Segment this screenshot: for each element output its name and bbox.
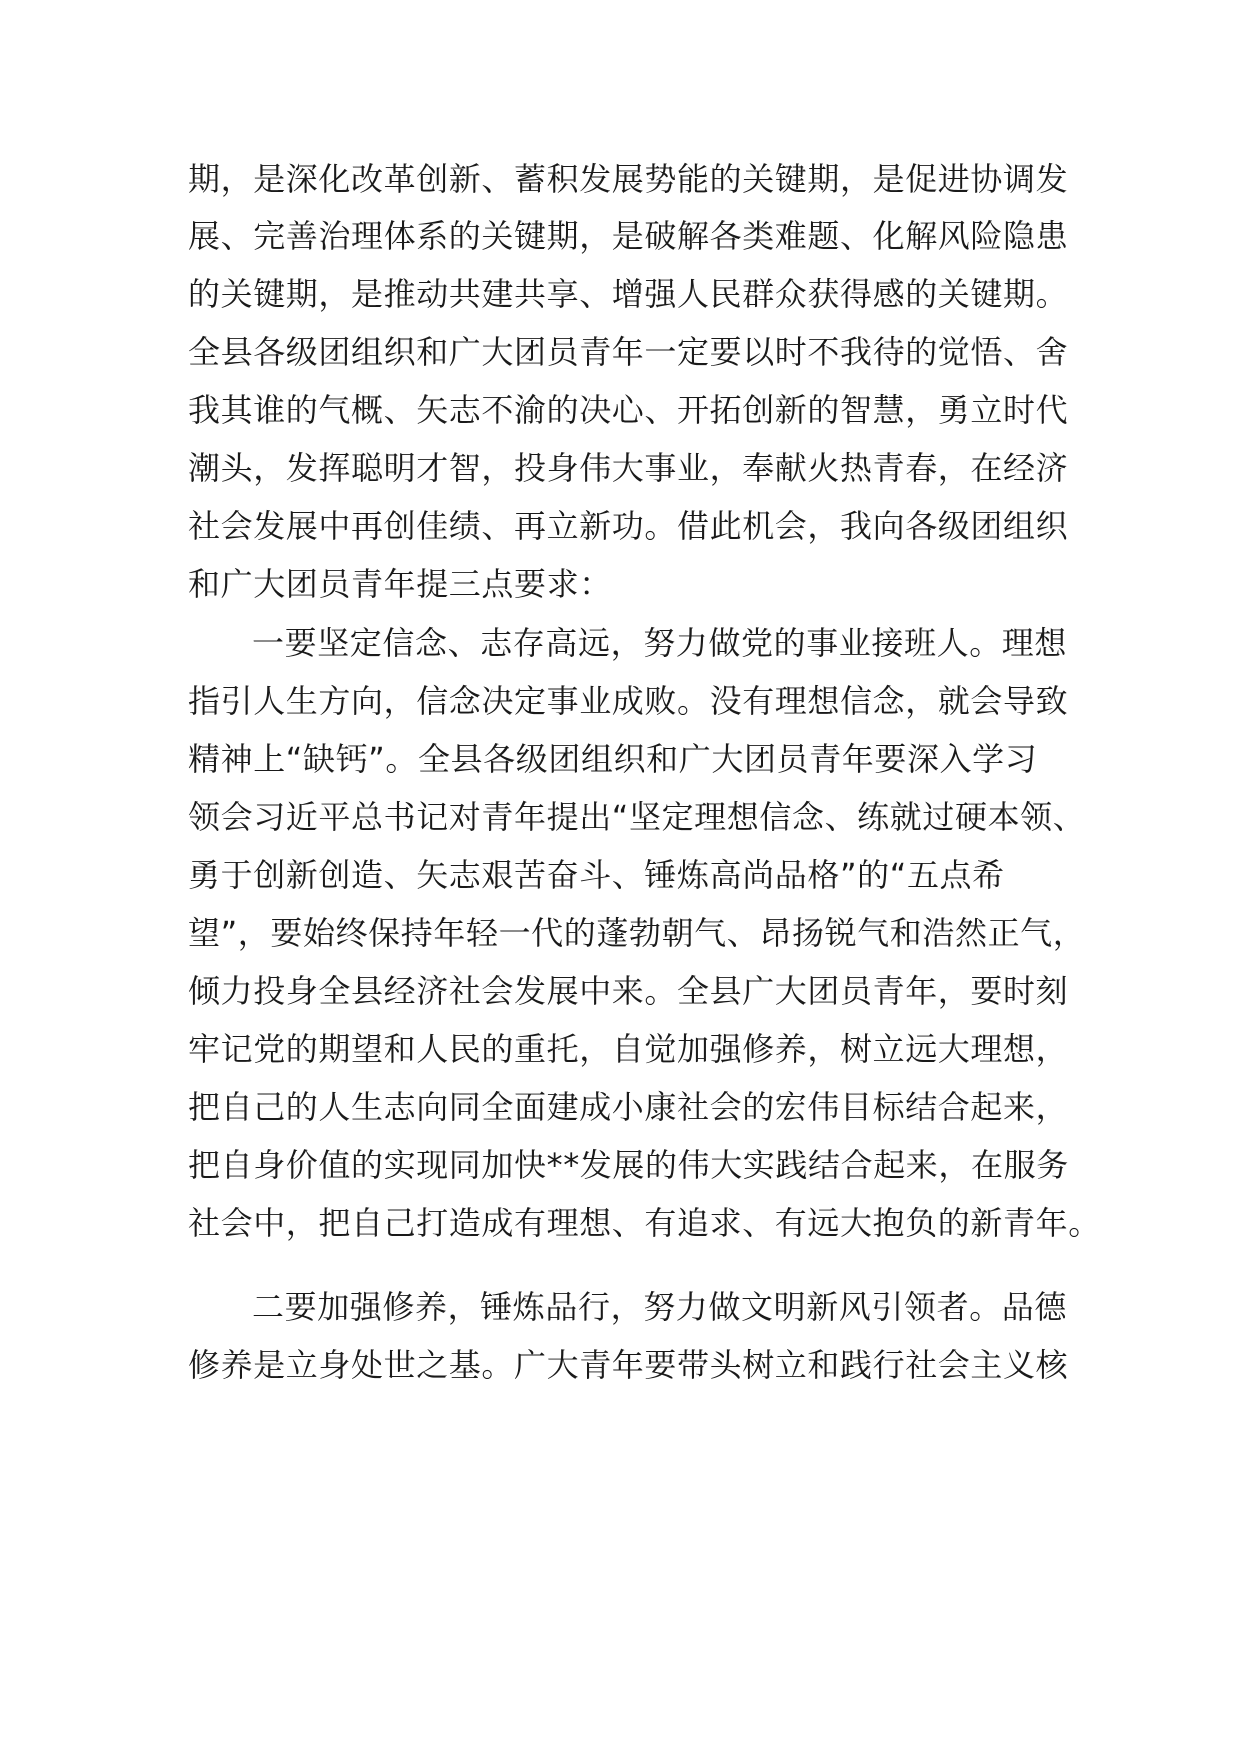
text-line: 望”，要始终保持年轻一代的蓬勃朝气、昂扬锐气和浩然正气， — [188, 914, 1086, 952]
text-line: 全县各级团组织和广大团员青年一定要以时不我待的觉悟、舍 — [188, 333, 1069, 371]
text-line: 倾力投身全县经济社会发展中来。全县广大团员青年，要时刻 — [188, 972, 1069, 1010]
text-line: 勇于创新创造、矢志艰苦奋斗、锤炼高尚品格”的“五点希 — [188, 856, 1005, 894]
text-line: 社会发展中再创佳绩、再立新功。借此机会，我向各级团组织 — [188, 507, 1069, 545]
text-line: 修养是立身处世之基。广大青年要带头树立和践行社会主义核 — [188, 1346, 1069, 1384]
text-line: 指引人生方向，信念决定事业成败。没有理想信念，就会导致 — [188, 682, 1069, 720]
text-line: 潮头，发挥聪明才智，投身伟大事业，奉献火热青春，在经济 — [188, 449, 1069, 487]
text-line: 和广大团员青年提三点要求： — [188, 565, 612, 603]
text-line: 把自己的人生志向同全面建成小康社会的宏伟目标结合起来， — [188, 1088, 1069, 1126]
text-line: 把自身价值的实现同加快**发展的伟大实践结合起来，在服务 — [188, 1146, 1069, 1184]
text-line: 精神上“缺钙”。全县各级团组织和广大团员青年要深入学习 — [188, 740, 1038, 778]
text-line: 牢记党的期望和人民的重托，自觉加强修养，树立远大理想， — [188, 1030, 1069, 1068]
text-line: 一要坚定信念、志存高远，努力做党的事业接班人。理想 — [252, 624, 1068, 662]
text-line: 二要加强修养，锤炼品行，努力做文明新风引领者。品德 — [252, 1288, 1068, 1326]
text-line: 的关键期，是推动共建共享、增强人民群众获得感的关键期。 — [188, 275, 1069, 313]
text-line: 期，是深化改革创新、蓄积发展势能的关键期，是促进协调发 — [188, 160, 1069, 198]
text-line: 我其谁的气概、矢志不渝的决心、开拓创新的智慧，勇立时代 — [188, 391, 1069, 429]
text-line: 社会中，把自己打造成有理想、有追求、有远大抱负的新青年。 — [188, 1204, 1101, 1242]
text-line: 领会习近平总书记对青年提出“坚定理想信念、练就过硬本领、 — [188, 798, 1086, 836]
text-line: 展、完善治理体系的关键期，是破解各类难题、化解风险隐患 — [188, 217, 1069, 255]
